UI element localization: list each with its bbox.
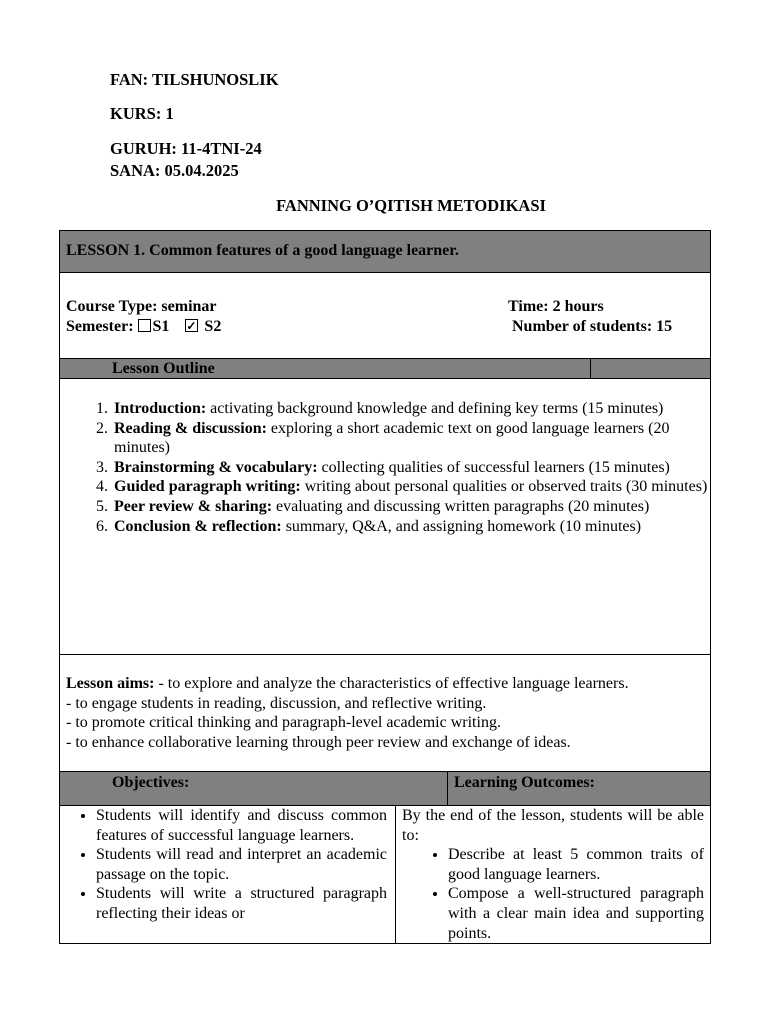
course-line: KURS: 1 (110, 104, 174, 123)
time: Time: 2 hours (508, 298, 604, 315)
outline-item-text: evaluating and discussing written paragraphs (20 minutes) (272, 497, 650, 515)
semester: Semester: S1 ✓ S2 (66, 317, 704, 337)
outline-header (60, 359, 710, 379)
outline-item-text: summary, Q&A, and assigning homework (10 minutes) (281, 517, 642, 535)
s1-label: S1 (152, 318, 170, 335)
objectives-header (60, 772, 710, 806)
objectives-cell (60, 806, 396, 944)
outcomes-intro: By the end of the lesson, students will be able to: (402, 807, 704, 844)
outline-item-text: exploring a short academic text on good language learners (20 minutes) (114, 419, 670, 457)
course-type: Course Type: seminar (66, 298, 217, 315)
subject-line: FAN: TILSHUNOSLIK (110, 70, 279, 89)
outline-item-title: Peer review & sharing: (114, 497, 273, 515)
aims-label: Lesson aims: (66, 675, 155, 692)
lesson-title: LESSON 1. Common features of a good language learner. (60, 231, 710, 273)
objective-item: • Students will identify and discuss common features of successful language learners. (96, 806, 387, 845)
objective-item: • Students will read and interpret an academic passage on the topic. (96, 845, 387, 884)
outline-list (60, 379, 710, 655)
lesson-aims (60, 655, 710, 772)
aims-first: - to explore and analyze the characteristics of effective language learners. (154, 675, 629, 692)
outline-item (112, 419, 710, 458)
students-count: Number of students: 15 (512, 318, 673, 335)
course-info (60, 273, 710, 359)
outline-item (112, 477, 710, 497)
objectives-body (60, 806, 710, 944)
document-title: FANNING O’QITISH METODIKASI (276, 196, 546, 215)
outcomes-heading: Learning Outcomes: (454, 774, 595, 791)
s2-label: S2 (204, 318, 222, 335)
outline-item-text: collecting qualities of successful learners (15 minutes) (317, 458, 670, 476)
outcome-item: • Describe at least 5 common traits of good language learners. (448, 845, 704, 884)
aim-line: - to engage students in reading, discussion, and reflective writing. (66, 694, 487, 712)
date-line: SANA: 05.04.2025 (110, 161, 239, 180)
outline-item-title: Guided paragraph writing: (114, 478, 301, 496)
s1-checkbox-icon (138, 319, 151, 332)
outline-item-text: writing about personal qualities or observed traits (30 minutes) (300, 478, 708, 496)
group-line: GURUH: 11-4TNI-24 (110, 139, 262, 158)
outline-item-title: Brainstorming & vocabulary: (114, 458, 318, 476)
outline-item-text: activating background knowledge and defining key terms (15 minutes) (206, 400, 664, 417)
lesson-table (59, 230, 711, 944)
outline-item (112, 399, 710, 419)
outline-item-title: Conclusion & reflection: (114, 517, 282, 535)
outline-item-title: Introduction: (114, 400, 207, 417)
outcomes-cell (396, 806, 710, 944)
outline-heading: Lesson Outline (60, 359, 591, 378)
objective-item: • Students will write a structured paragraph reflecting their ideas or (96, 884, 387, 923)
outline-item (112, 497, 710, 517)
aim-line: - to enhance collaborative learning through peer review and exchange of ideas. (66, 733, 571, 751)
s2-checked-checkbox-icon (185, 319, 198, 332)
outline-item (112, 458, 710, 478)
outline-item-title: Reading & discussion: (114, 419, 267, 437)
outline-item (112, 517, 710, 537)
objectives-heading: Objectives: (60, 772, 448, 805)
aim-line: - to promote critical thinking and paragraph-level academic writing. (66, 714, 501, 732)
outcome-item: • Compose a well-structured paragraph with a clear main idea and supporting points. (448, 884, 704, 943)
